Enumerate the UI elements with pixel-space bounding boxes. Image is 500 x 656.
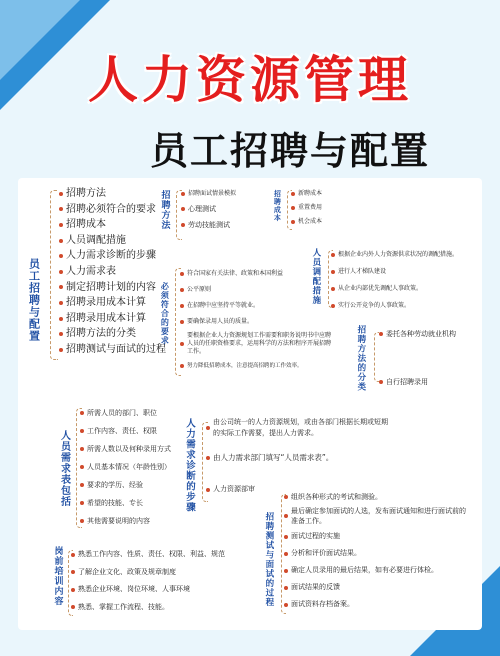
xuqiu-biao-item: 人员基本情况（年龄性别） bbox=[87, 458, 171, 476]
xuqiu-biao-item: 所需人员的部门、职位 bbox=[87, 404, 171, 422]
main-item: 招聘方法的分类 bbox=[66, 326, 166, 342]
bixu-fuhe-item: 公平原则 bbox=[187, 282, 335, 298]
xuqiu-biao-item: 要求的学历、经验 bbox=[87, 476, 171, 494]
zhaopin-fangfa-item: 心理测试 bbox=[188, 201, 236, 217]
label-zhaopin-fangfa: 招聘方法 bbox=[159, 190, 170, 230]
fangfa-fenlei-item: 委托各种劳动就业机构 bbox=[386, 326, 456, 342]
label-main: 员工招聘与配置 bbox=[27, 258, 41, 342]
main-item: 招聘成本 bbox=[66, 217, 166, 233]
label-ceshi-guocheng: 招聘测试与面试的过程 bbox=[263, 512, 274, 607]
list-zhaopin-chengben bbox=[298, 187, 322, 229]
main-item: 人力需求诊断的步骤 bbox=[66, 248, 166, 264]
main-item: 招聘录用成本计算 bbox=[66, 295, 166, 311]
ceshi-guocheng-item: 面试资料存档备案。 bbox=[291, 596, 467, 613]
xuqiu-biao-item: 希望的技能、专长 bbox=[87, 494, 171, 512]
ceshi-guocheng-item: 分析和评价面试结果。 bbox=[291, 545, 467, 562]
list-main bbox=[66, 186, 170, 358]
main-item: 制定招聘计划的内容 bbox=[66, 280, 166, 296]
page-title: 人力资源管理 bbox=[88, 51, 412, 109]
zhenduan-buzhou-item: 由人力需求部门填写“人员需求表”。 bbox=[213, 452, 393, 463]
ceshi-guocheng-item: 面试过程的实施 bbox=[291, 528, 467, 545]
label-fangfa-fenlei: 招聘方法的分类 bbox=[355, 325, 366, 392]
brace-main bbox=[50, 190, 58, 360]
ceshi-guocheng-item: 最后确定参加面试的人选，发布面试通知和进行面试前的准备工作。 bbox=[291, 504, 467, 528]
zhaopin-fangfa-item: 招聘面试情景模拟 bbox=[188, 187, 236, 201]
list-gangqian-peixun bbox=[78, 546, 225, 616]
xuqiu-biao-item: 工作内容、责任、权限 bbox=[87, 422, 171, 440]
gangqian-peixun-item: 熟悉企业环境、岗位环境、人事环境 bbox=[78, 581, 225, 599]
bixu-fuhe-item: 要根据企业人力资源规划工作需要和职务说明书中应聘人员的任职资格要求，运用科学的方法和程序开展招聘工作。 bbox=[187, 330, 335, 358]
list-ceshi-guocheng bbox=[291, 490, 467, 613]
ceshi-guocheng-item: 面试结果的反馈 bbox=[291, 579, 467, 596]
bixu-fuhe-item: 要确保录用人员的质量。 bbox=[187, 314, 335, 330]
label-xuqiu-biao: 人员需求表包括 bbox=[58, 430, 70, 507]
renyuan-tiaopei-item: 实行公开竞争的人事政策。 bbox=[338, 297, 458, 314]
main-item: 招聘必须符合的要求 bbox=[66, 202, 166, 218]
main-item: 招聘录用成本计算 bbox=[66, 311, 166, 327]
list-renyuan-tiaopei bbox=[338, 246, 458, 314]
zhaopin-chengben-item: 重置费用 bbox=[298, 201, 322, 215]
page-subtitle: 员工招聘与配置 bbox=[150, 129, 431, 173]
fangfa-fenlei-item: 自行招聘录用 bbox=[386, 374, 456, 390]
list-zhenduan-buzhou bbox=[213, 417, 393, 495]
list-zhaopin-fangfa bbox=[188, 187, 236, 233]
zhaopin-fangfa-item: 劳动技能测试 bbox=[188, 217, 236, 233]
xuqiu-biao-item: 所需人数以及何种录用方式 bbox=[87, 440, 171, 458]
brace-zhaopin-fangfa bbox=[176, 190, 182, 240]
brace-fangfa-fenlei bbox=[374, 332, 379, 382]
list-fangfa-fenlei bbox=[386, 326, 456, 390]
list-xuqiu-biao bbox=[87, 404, 171, 530]
zhaopin-chengben-item: 机会成本 bbox=[298, 215, 322, 229]
label-renyuan-tiaopei: 人员调配措施 bbox=[310, 248, 321, 305]
renyuan-tiaopei-item: 根据企业内外人力资源供求状况的调配措施。 bbox=[338, 246, 458, 263]
ceshi-guocheng-item: 组织各种形式的考试和测验。 bbox=[291, 490, 467, 504]
brace-renyuan-tiaopei bbox=[328, 250, 333, 308]
gangqian-peixun-item: 熟悉工作内容、性质、责任、权限、利益、规范 bbox=[78, 546, 225, 564]
brace-zhaopin-chengben bbox=[287, 190, 292, 230]
bixu-fuhe-item: 努力降低招聘成本，注意提高招聘的工作效率。 bbox=[187, 358, 335, 374]
xuqiu-biao-item: 其他需要说明的内容 bbox=[87, 512, 171, 530]
zhenduan-buzhou-item: 人力资源部审 bbox=[213, 484, 393, 495]
zhaopin-chengben-item: 新聘成本 bbox=[298, 187, 322, 201]
zhenduan-buzhou-item: 由公司统一的人力资源规划，或由各部门根据长期或短期的实际工作需要，提出人力需求。 bbox=[213, 417, 393, 439]
renyuan-tiaopei-item: 进行人才梯队建设 bbox=[338, 263, 458, 280]
main-item: 招聘方法 bbox=[66, 186, 166, 202]
bixu-fuhe-item: 在招聘中应坚持平等就业。 bbox=[187, 298, 335, 314]
label-bixu-fuhe: 必须符合的要求 bbox=[160, 282, 170, 345]
main-item: 人力需求表 bbox=[66, 264, 166, 280]
gangqian-peixun-item: 了解企业文化、政策及规章制度 bbox=[78, 564, 225, 582]
main-item: 招聘测试与面试的过程 bbox=[66, 342, 166, 358]
main-item: 人员调配措施 bbox=[66, 233, 166, 249]
renyuan-tiaopei-item: 从企业内部优先调配人事政策。 bbox=[338, 280, 458, 297]
label-zhenduan-buzhou: 人力需求诊断的步骤 bbox=[183, 418, 195, 513]
gangqian-peixun-item: 熟悉、掌握工作流程、技能。 bbox=[78, 599, 225, 617]
label-gangqian-peixun: 岗前培训内容 bbox=[52, 546, 63, 606]
ceshi-guocheng-item: 确定人员录用的最后结果，如有必要进行体检。 bbox=[291, 562, 467, 579]
label-zhaopin-chengben: 招聘成本 bbox=[273, 190, 282, 222]
bixu-fuhe-item: 符合国家有关法律、政策和本国利益 bbox=[187, 266, 335, 282]
